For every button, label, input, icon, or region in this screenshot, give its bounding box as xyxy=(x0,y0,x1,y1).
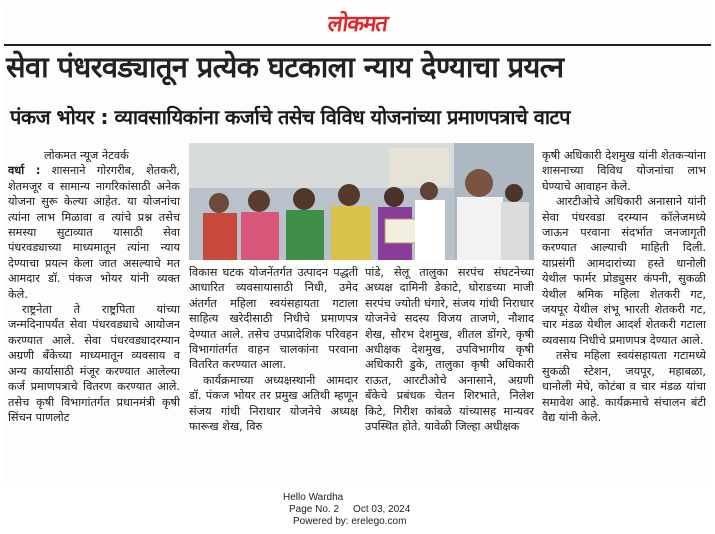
footer-page-number: Page No. 2 xyxy=(289,504,340,515)
footer-date: Oct 03, 2024 xyxy=(353,504,411,515)
article-paragraph: कार्यक्रमाच्या अध्यक्षस्थानी आमदार डॉ. पंकज भोयर तर प्रमुख अतिथी म्हणून संजय गांधी निराधार योजनेचे अध्यक्ष फारूख शेख, विरु xyxy=(189,373,358,434)
article-paragraph: विकास घटक योजनेंतर्गत उत्पादन पद्धती आधारित व्यवसायासाठी निधी, उमेद अंतर्गत महिला स्वयंसहायता गटाला साहित्य खरेदीसाठी निधीचे प्रमाणपत्र देण्यात आले. तसेच उपप्रादेशिक परिवहन विभागांतर्गत वाहन चालकांना परवाना वितरित करण्यात आला. xyxy=(189,266,358,372)
masthead xyxy=(4,6,711,40)
event-photo-illustration xyxy=(189,143,534,260)
article-paragraph: आरटीओचे अधिकारी अनासाने यांनी सेवा पंधरवडा दरम्यान कॉलेजमध्ये जाऊन परवाना संदर्भात जनजागृती करण्यात आल्याची माहिती दिली. याप्रसंगी आमदारांच्या हस्ते धानोली येथील फार्मर प्रोड्युसर कंपनी, सुकळी येथील श्रमिक महिला शेतकरी गट, जयपूर येथील शंभू भारती शेतकरी गट, चार मंडळ येथील आदर्श शेतकरी गटाला व्यवसाय निधीचे प्रमाणपत्र देण्यात आले. xyxy=(542,195,706,347)
article-paragraph: कृषी अधिकारी देशमुख यांनी शेतकऱ्यांना शासनाच्या विविध योजनांचा लाभ घेण्याचे आवाहन केले. xyxy=(542,149,706,193)
lokmat-logo: लोकमत xyxy=(325,12,389,37)
article-column-2 xyxy=(189,265,358,493)
article-paragraph: पांडे, सेलू तालुका सरपंच संघटनेच्या अध्यक्ष दामिनी डेकाटे, घोराडच्या माजी सरपंच ज्योती घंगारे, संजय गांधी निराधार योजनेचे सदस्य विजय ताजणे, नौशाद शेख, सौरभ देशमुख, शीतल डोंगरे, कृषी अधीक्षक देशमुख, उपविभागीय कृषी अधिकारी डुके, तालुका कृषी अधिकारी राऊत, आरटीओचे अनासाने, अग्रणी बँकेचे प्रबंधक चेतन शिरभाते, निलेश किटे, गिरीश कांबळे यांच्यासह मान्यवर उपस्थित होते. यावेळी जिल्हा अधीक्षक xyxy=(365,266,534,434)
dateline: वर्धा : xyxy=(8,164,41,178)
paragraph-text: शासनाने गोरगरीब, शेतकरी, शेतमजूर व सामान्य नागरिकांसाठी अनेक योजना सुरू केल्या आहेत. या योजनांचा त्यांना लाभ मिळावा व त्यांचे प्रश्न तसेच समस्या सुटाव्यात यासाठी सेवा पंधरवड्याच्या माध्यमातून त्यांना न्याय देण्याचा प्रयत्न केला जात असल्याचे मत आमदार डॉ. पंकज भोयर यांनी व्यक्त केले. xyxy=(8,164,180,301)
footer-powered-by: Powered by: erelego.com xyxy=(293,516,407,527)
article-paragraph: तसेच महिला स्वयंसहायता गटामध्ये सुकळी स्टेशन, जयपूर, महाबळा, धानोली मेघे, कोटंबा व चार मंडळ यांचा समावेश आहे. कार्यक्रमाचे संचालन बंटी वैद्य यांनी केले. xyxy=(542,349,706,424)
byline: लोकमत न्यूज नेटवर्क xyxy=(44,149,129,162)
article-column-1 xyxy=(8,148,180,493)
footer-edition: Hello Wardha xyxy=(283,492,344,503)
masthead-rule xyxy=(4,44,711,46)
article-paragraph xyxy=(8,163,180,302)
footer-page-info xyxy=(289,504,410,516)
article-paragraph: राष्ट्रनेता ते राष्ट्रपिता यांच्या जन्मदिनापर्यंत सेवा पंधरवड्याचे आयोजन करण्यात आले. सेवा पंधरवड्यादरम्यान अग्रणी बँकेच्या माध्यमातून व्यवसाय व अन्य कार्यासाठी मंजूर करण्यात आलेल्या कर्ज प्रमाणपत्राचे वितरण करण्यात आले. तसेच कृषी विभागांतर्गत प्रधानमंत्री कृषी सिंचन पाणलोट xyxy=(8,303,180,424)
article-headline: सेवा पंधरवड्यातून प्रत्येक घटकाला न्याय देण्याचा प्रयत्न xyxy=(6,50,564,84)
event-photo xyxy=(189,143,534,260)
article-column-3 xyxy=(365,265,534,493)
article-subheadline: पंकज भोयर : व्यावसायिकांना कर्जाचे तसेच विविध योजनांच्या प्रमाणपत्राचे वाटप xyxy=(10,105,570,129)
article-column-4 xyxy=(542,148,706,493)
